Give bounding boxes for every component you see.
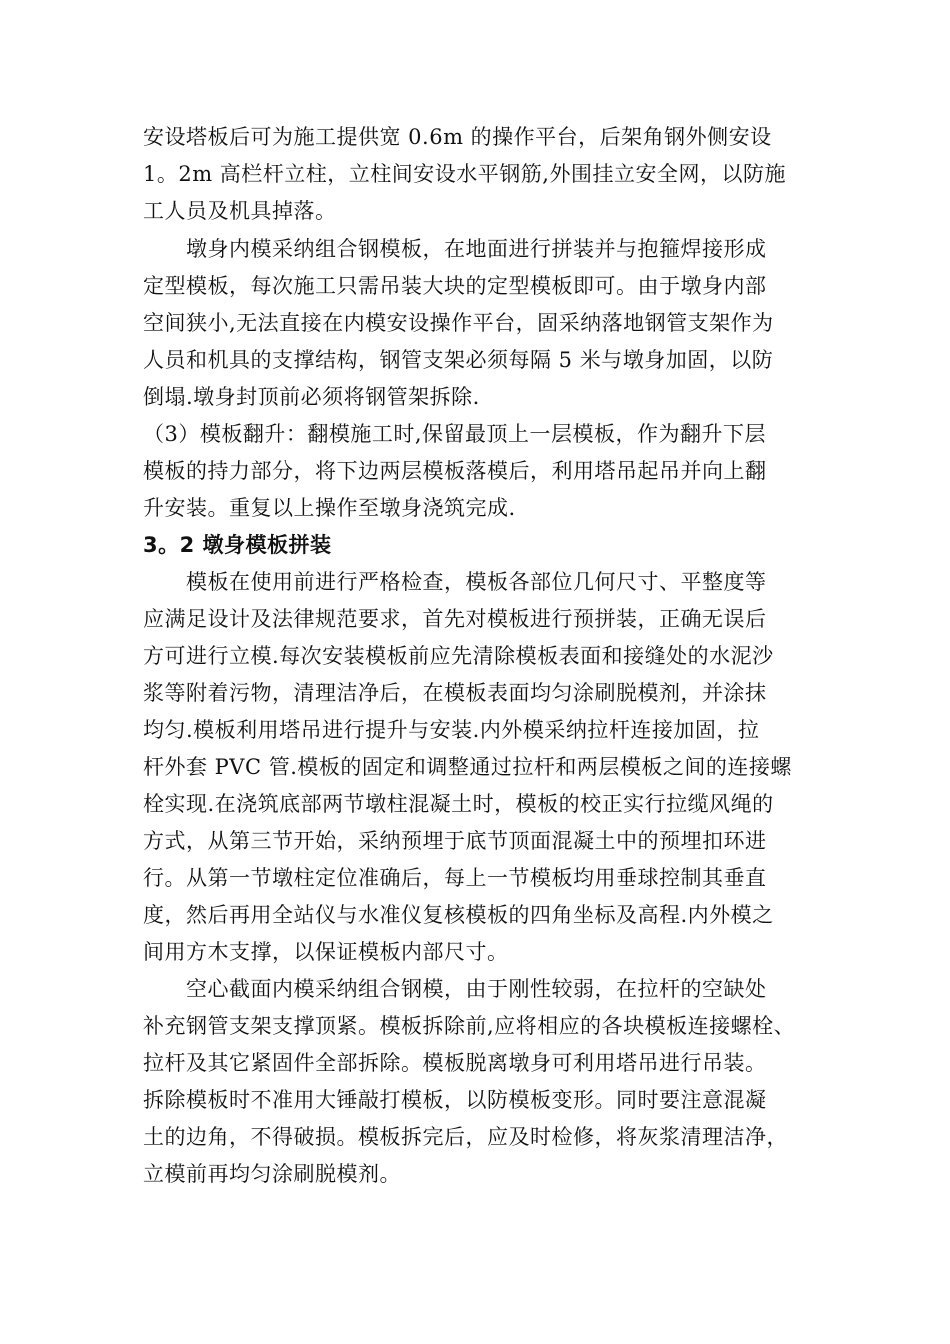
text-line: 空间狭小,无法直接在内模安设操作平台，固采纳落地钢管支架作为 [143,311,774,335]
text-line: 模板的持力部分，将下边两层模板落模后，利用塔吊起吊并向上翻 [143,459,767,483]
text-line: （3）模板翻升：翻模施工时,保留最顶上一层模板，作为翻升下层 [143,422,767,446]
text-line: 度，然后再用全站仪与水准仪复核模板的四角坐标及高程.内外模之 [143,903,774,927]
text-line: 升安装。重复以上操作至墩身浇筑完成. [143,496,516,520]
text-line: 栓实现.在浇筑底部两节墩柱混凝土时，模板的校正实行拉缆风绳的 [143,792,774,816]
text-line: 工人员及机具掉落。 [143,199,337,223]
text-line: 浆等附着污物，清理洁净后，在模板表面均匀涂刷脱模剂，并涂抹 [143,681,767,705]
text-line: 人员和机具的支撑结构，钢管支架必须每隔 5 米与墩身加固，以防 [143,348,774,372]
text-line: 倒塌.墩身封顶前必须将钢管架拆除. [143,385,480,409]
text-line: 行。从第一节墩柱定位准确后，每上一节模板均用垂球控制其垂直 [143,866,767,890]
text-line: 拉杆及其它紧固件全部拆除。模板脱离墩身可利用塔吊进行吊装。 [143,1051,767,1075]
text-line: 杆外套 PVC 管.模板的固定和调整通过拉杆和两层模板之间的连接螺 [143,755,792,779]
text-line: 安设塔板后可为施工提供宽 0.6m 的操作平台，后架角钢外侧安设 [143,125,772,149]
text-line: 墩身内模采纳组合钢模板，在地面进行拼装并与抱箍焊接形成 [186,237,767,261]
text-line: 补充钢管支架支撑顶紧。模板拆除前,应将相应的各块模板连接螺栓、 [143,1014,796,1038]
text-line: 均匀.模板利用塔吊进行提升与安装.内外模采纳拉杆连接加固，拉 [143,718,760,742]
text-line: 方式，从第三节开始，采纳预埋于底节顶面混凝土中的预埋扣环进 [143,829,767,853]
text-line: 模板在使用前进行严格检查，模板各部位几何尺寸、平整度等 [186,570,767,594]
text-line: 应满足设计及法律规范要求，首先对模板进行预拼装，正确无误后 [143,607,767,631]
text-line: 1。2m 高栏杆立柱，立柱间安设水平钢筋,外围挂立安全网，以防施 [143,162,786,186]
text-line: 土的边角，不得破损。模板拆完后，应及时检修，将灰浆清理洁净， [143,1125,788,1149]
text-line: 立模前再均匀涂刷脱模剂。 [143,1162,401,1186]
text-line: 方可进行立模.每次安装模板前应先清除模板表面和接缝处的水泥沙 [143,644,774,668]
text-line: 定型模板，每次施工只需吊装大块的定型模板即可。由于墩身内部 [143,274,767,298]
text-line: 间用方木支撑，以保证模板内部尺寸。 [143,940,509,964]
section-heading: 3。2 墩身模板拼装 [143,533,332,557]
text-line: 空心截面内模采纳组合钢模，由于刚性较弱，在拉杆的空缺处 [186,977,767,1001]
text-line: 拆除模板时不准用大锤敲打模板，以防模板变形。同时要注意混凝 [143,1088,767,1112]
